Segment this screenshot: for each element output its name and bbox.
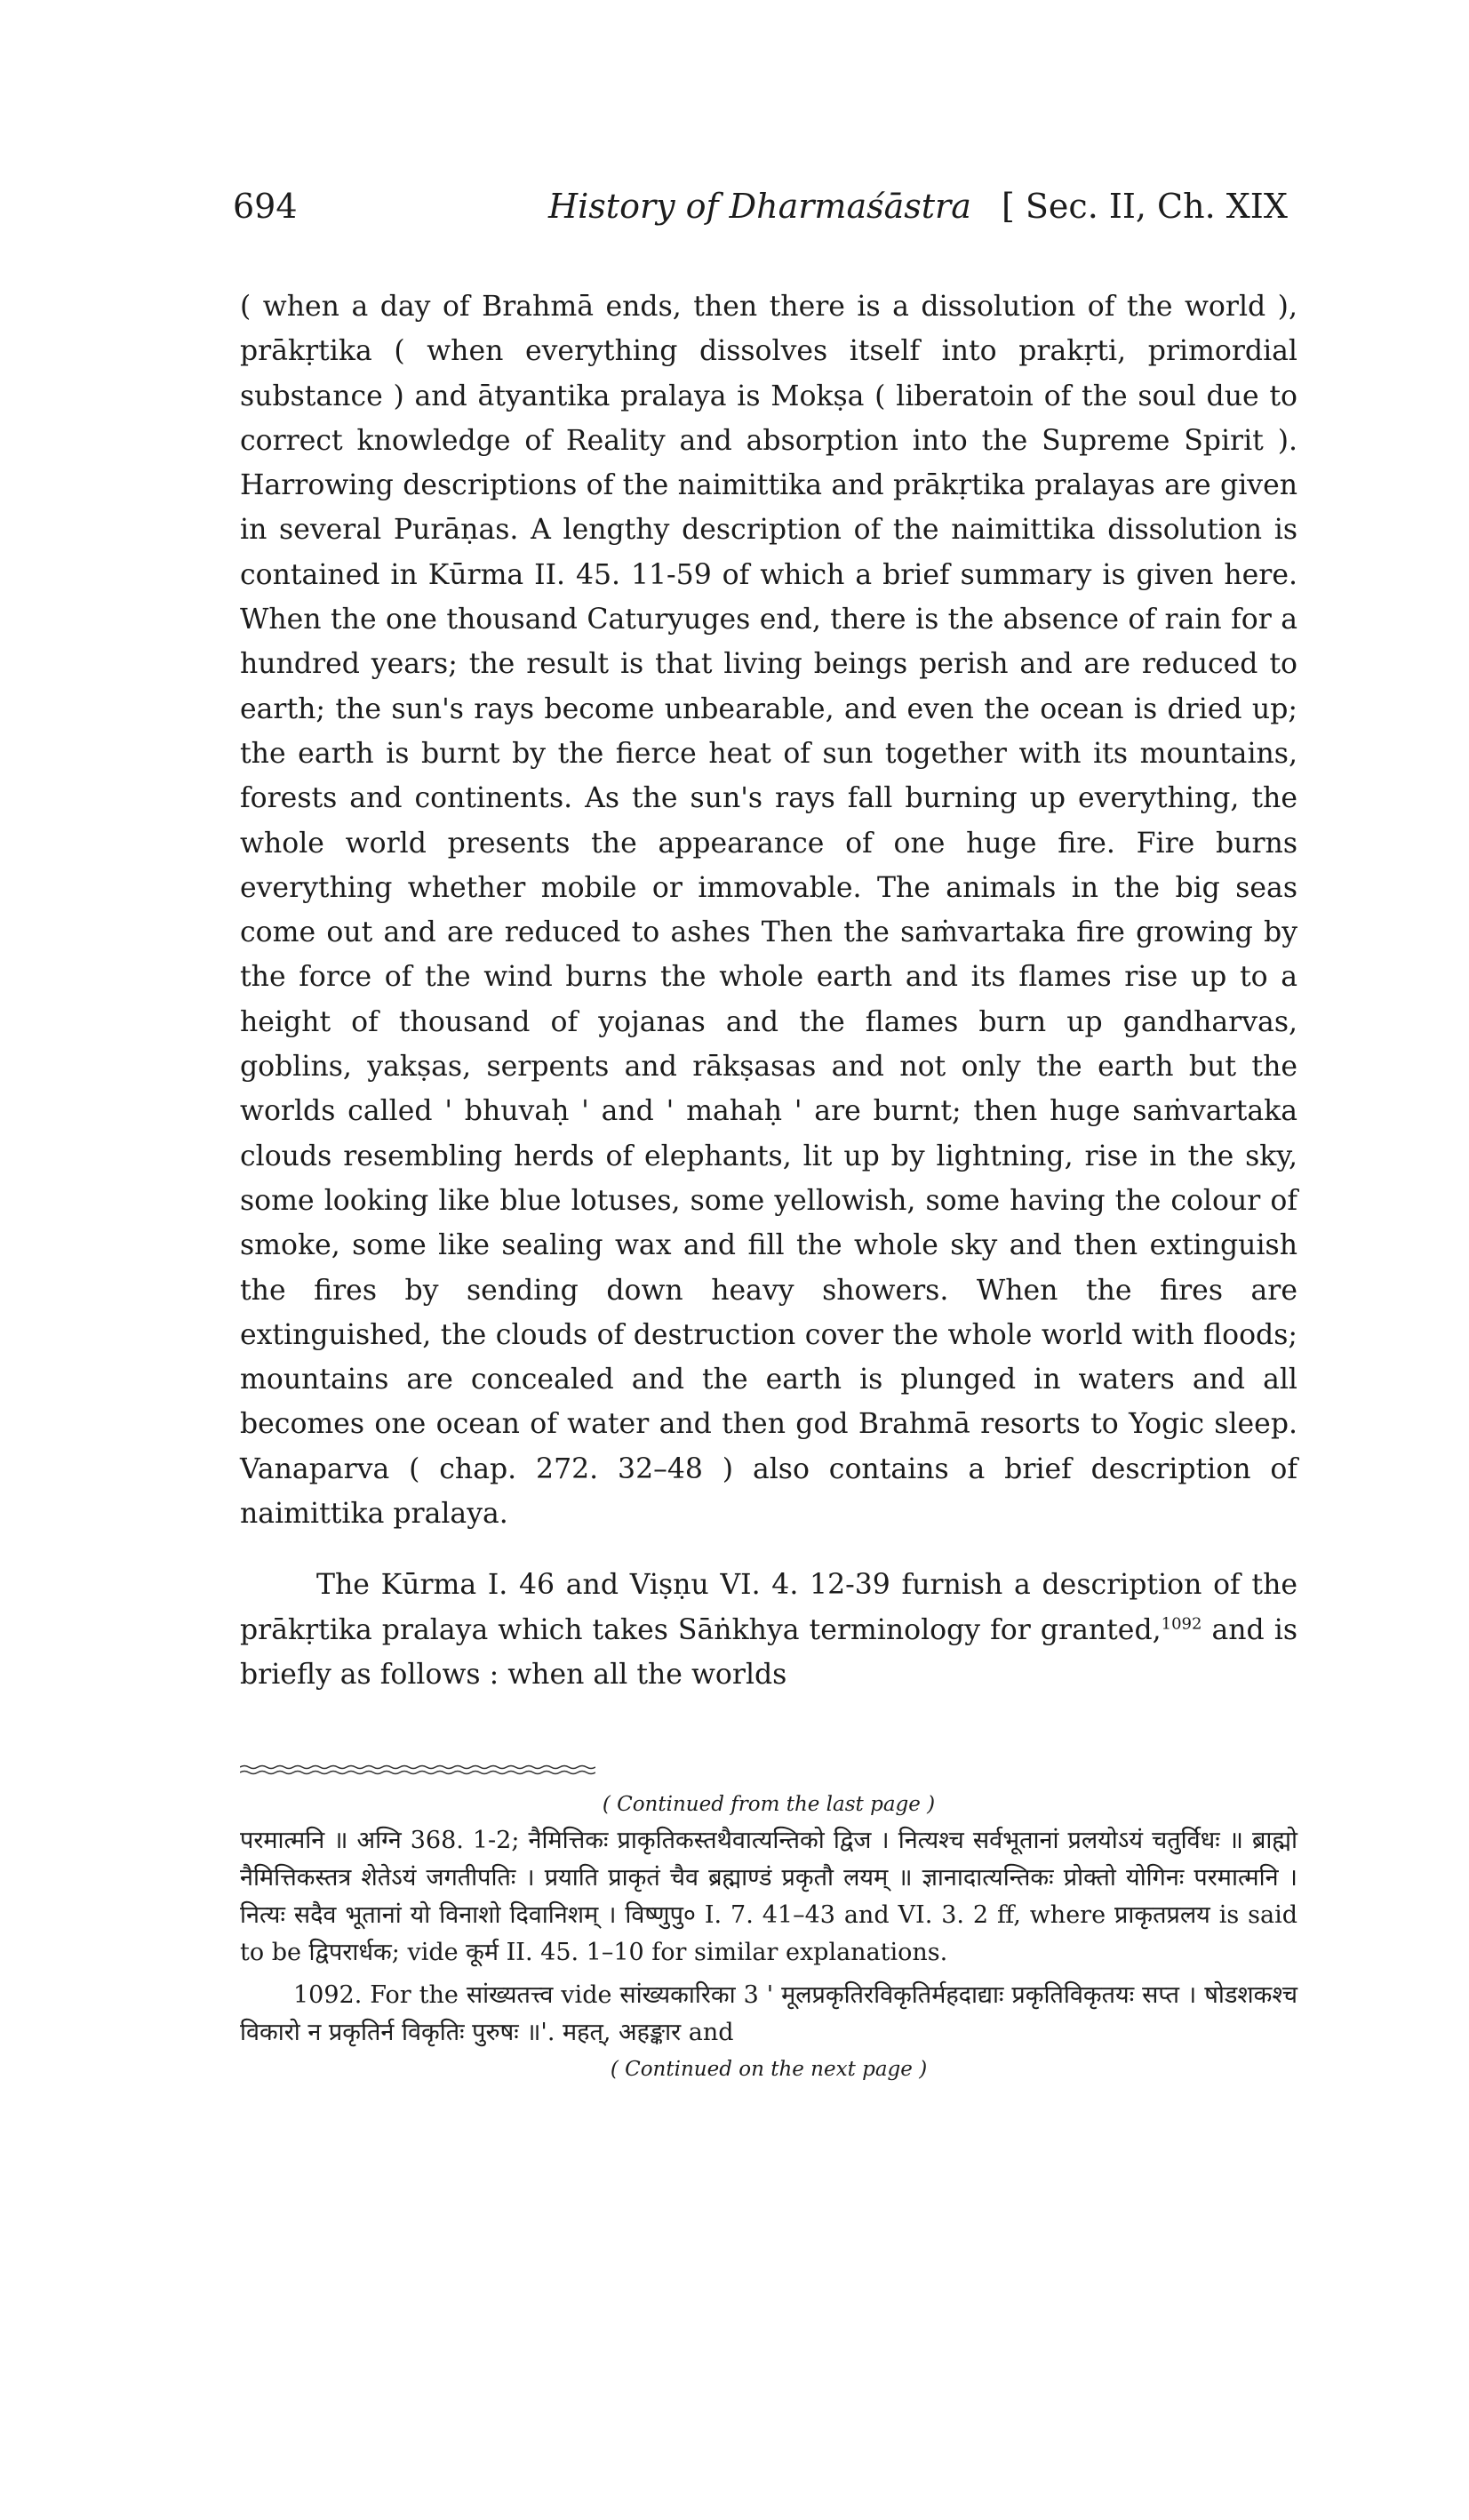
footnote-divider — [240, 1764, 595, 1775]
paragraph-1: ( when a day of Brahmā ends, then there is a dissolution of the world ), prākṛtika ( when everything dissolves itself into prakṛti, primordial substance ) and ātyantika pralaya is Mokṣa ( liberatoin of the soul due to correct knowledge of Reality and absorption into the Supreme Spirit ). Harrowing descriptions of the naimittika and prākṛtika pralayas are given in several Purāṇas. A lengthy description of the naimittika dissolution is contained in Kūrma II. 45. 11-59 of which a brief summary is given here. When the one thousand Caturyuges end, there is the absence of rain for a hundred years; the result is that living beings perish and are reduced to earth; the sun's rays become unbearable, and even the ocean is dried up; the earth is burnt by the fierce heat of sun together with its mountains, forests and continents. As the sun's rays fall burning up everything, the whole world presents the appearance of one huge fire. Fire burns everything whether mobile or immovable. The animals in the big seas come out and are reduced to ashes Then the saṁvartaka fire growing by the force of the wind burns the whole earth and its flames rise up to a height of thousand of yojanas and the flames burn up gandharvas, goblins, yakṣas, serpents and rākṣasas and not only the earth but the worlds called ' bhuvaḥ ' and ' mahaḥ ' are burnt; then huge saṁvartaka clouds resembling herds of elephants, lit up by lightning, rise in the sky, some looking like blue lotuses, some yellowish, some having the colour of smoke, some like sealing wax and fill the whole sky and then extinguish the fires by sending down heavy showers. When the fires are extinguished, the clouds of destruction cover the whole world with floods; mountains are concealed and the earth is plunged in waters and all becomes one ocean of water and then god Brahmā resorts to Yogic sleep. Vanaparva ( chap. 272. 32–48 ) also contains a brief description of naimittika pralaya. — [240, 291, 1297, 1531]
paragraph-2 — [240, 1563, 1297, 1697]
continued-from-note: ( Continued from the last page ) — [602, 1793, 936, 1816]
continued-next-note: ( Continued on the next page ) — [610, 2058, 928, 2081]
running-title: History of Dharmaśāstra — [548, 187, 971, 226]
paragraph-2-text: The Kūrma I. 46 and Viṣṇu VI. 4. 12-39 furnish a description of the prākṛtika pralaya which takes Sāṅkhya terminology for granted, — [240, 1569, 1297, 1646]
footnote-reference-1092[interactable]: 1092 — [1161, 1614, 1202, 1634]
page-number: 694 — [233, 187, 298, 226]
footnotes — [240, 1787, 1297, 2087]
main-text — [240, 284, 1297, 1697]
footnote-1092: 1092. For the सांख्यतत्त्व vide सांख्यकारिका 3 ' मूलप्रकृतिरविकृतिर्महदाद्याः प्रकृतिविकृतयः सप्त । षोडशकश्च विकारो न प्रकृतिर्न विकृतिः पुरुषः ॥'. महत्, अहङ्कार and — [240, 1981, 1297, 2046]
wavy-rule-icon — [240, 1764, 595, 1775]
running-header — [233, 187, 1299, 240]
section-reference: [ Sec. II, Ch. XIX — [1002, 187, 1288, 226]
paragraph-2-text-end: and is briefly as follows : when all the worlds — [240, 1613, 1297, 1691]
footnote-continuation: परमात्मनि ॥ अग्नि 368. 1-2; नैमित्तिकः प्राकृतिकस्तथैवात्यन्तिको द्विज । नित्यश्च सर्वभूतानां प्रलयोऽयं चतुर्विधः ॥ ब्राह्मो नैमित्तिकस्तत्र शेतेऽयं जगतीपतिः । प्रयाति प्राकृतं चैव ब्रह्माण्डं प्रकृतौ लयम् ॥ ज्ञानादात्यन्तिकः प्रोक्तो योगिनः परमात्मनि । नित्यः सदैव भूतानां यो विनाशो दिवानिशम् । विष्णुपु० I. 7. 41–43 and VI. 3. 2 ff, where प्राकृतप्रलय is said to be द्विपरार्धक; vide कूर्म II. 45. 1–10 for similar explanations. — [240, 1827, 1297, 1966]
